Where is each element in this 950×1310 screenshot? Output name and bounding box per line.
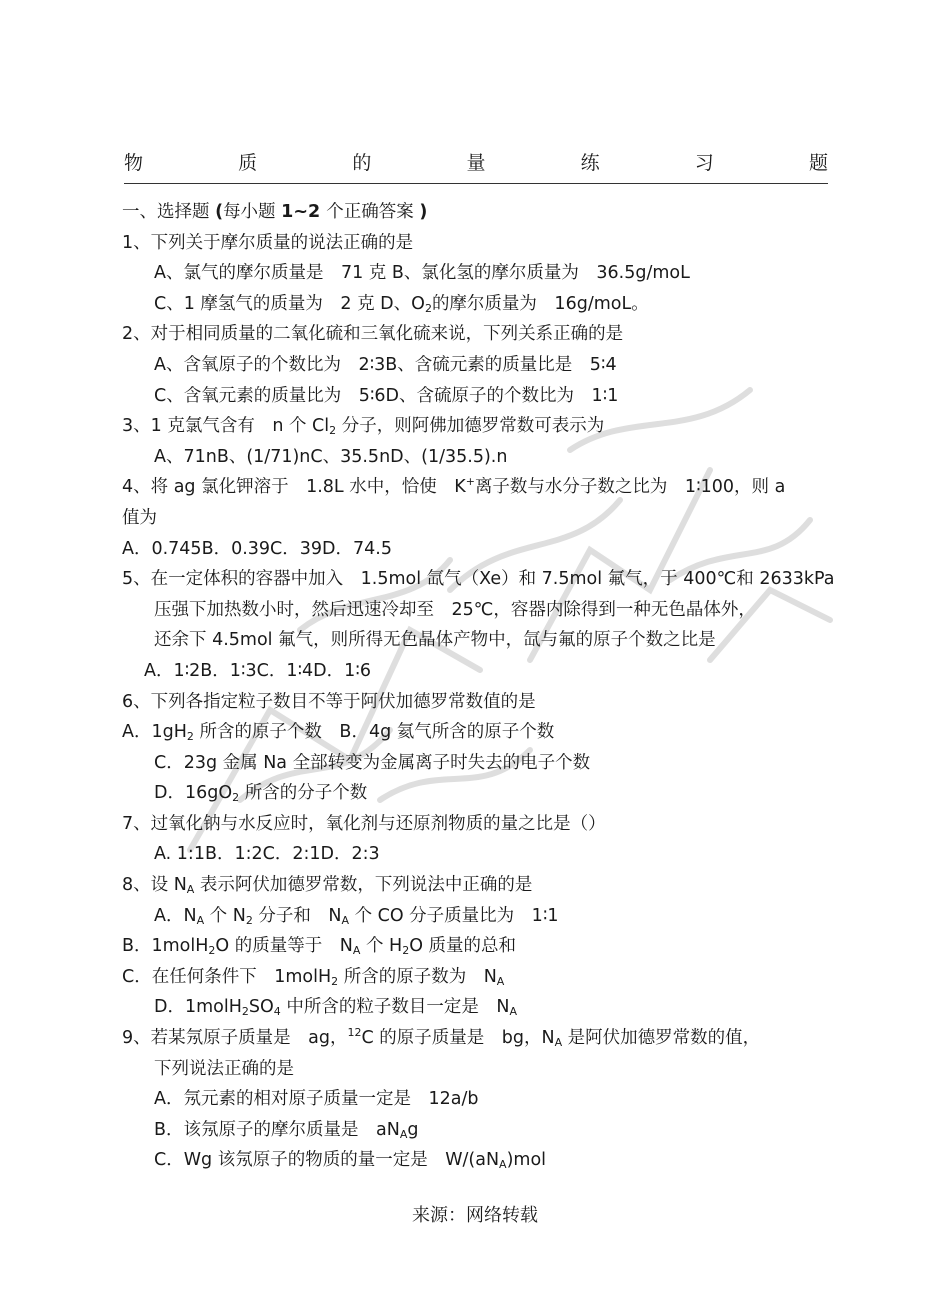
question-9-stem-continued: 下列说法正确的是 bbox=[154, 1058, 294, 1079]
question-9-option-c: C．Wg 该氖原子的物质的量一定是 $W/(aN_A)mol$ bbox=[154, 1150, 547, 1172]
question-6-options-ab: A．$1gH_2$ 所含的原子个数 B．4g 氦气所含的原子个数 bbox=[122, 722, 555, 744]
question-5-options: A．1∶2B．1∶3C．1∶4D．1∶6 bbox=[144, 660, 371, 681]
question-3-options: A、71nB、(1/71)nC、35.5nD、(1/35.5).n bbox=[154, 446, 508, 467]
question-list bbox=[122, 197, 834, 1176]
question-9-option-a: A．氖元素的相对原子质量一定是 12a/b bbox=[154, 1089, 479, 1110]
question-8-option-c: C．在任何条件下 1molH$_2$ 所含的原子数为 $N_A$ bbox=[122, 966, 505, 988]
question-4-options: A．0.745B．0.39C．39D．74.5 bbox=[122, 538, 392, 559]
question-8-option-a: A．$N_A$ 个 $N_2$ 分子和 $N_A$ 个 CO 分子质量比为 1∶1 bbox=[154, 905, 559, 927]
question-2-stem: 2、对于相同质量的二氧化硫和三氧化硫来说，下列关系正确的是 bbox=[122, 324, 624, 345]
question-8-stem: 8、设 $N_A$ 表示阿伏加德罗常数，下列说法中正确的是 bbox=[122, 875, 533, 897]
question-1-options-ab: A、氯气的摩尔质量是 71 克 B、氯化氢的摩尔质量为 36.5g/moL bbox=[154, 263, 690, 284]
question-1-stem: 1、下列关于摩尔质量的说法正确的是 bbox=[122, 232, 414, 253]
question-2-options-ab: A、含氧原子的个数比为 2∶3B、含硫元素的质量比是 5∶4 bbox=[154, 354, 617, 375]
question-4-stem: 4、将 ag 氯化钾溶于 1.8L 水中，恰使 K+离子数与水分子数之比为 1∶100，则 a bbox=[122, 475, 786, 498]
source-footer: 来源：网络转载 bbox=[412, 1205, 538, 1226]
question-8-option-d: D．$1molH_2SO_4$ 中所含的粒子数目一定是 $N_A$ bbox=[154, 997, 517, 1019]
question-5-stem: 5、在一定体积的容器中加入 1.5mol 氙气（Xe）和 7.5mol 氟气，于 400℃和 2633kPa bbox=[122, 569, 835, 590]
question-7-options: A. 1:1B．1:2C．2:1D．2:3 bbox=[154, 844, 380, 865]
question-6-stem: 6、下列各指定粒子数目不等于阿伏加德罗常数值的是 bbox=[122, 691, 536, 712]
page-title bbox=[124, 148, 828, 184]
question-9-stem: 9、若某氖原子质量是 ag，$^{12}$C 的原子质量是 bg，$N_A$ 是阿伏加德罗常数的值， bbox=[122, 1026, 761, 1050]
question-5-stem-line2: 压强下加热数小时，然后迅速冷却至 25℃，容器内除得到一种无色晶体外， bbox=[154, 599, 756, 620]
title-char: 练 bbox=[580, 152, 600, 174]
question-4-stem-continued: 值为 bbox=[122, 507, 157, 528]
section-heading: 一、选择题 (每小题 1~2 个正确答案 ) bbox=[122, 202, 428, 222]
question-7-stem: 7、过氧化钠与水反应时，氧化剂与还原剂物质的量之比是（） bbox=[122, 813, 606, 834]
question-3-stem: 3、1 克氯气含有 n 个 $Cl_2$ 分子，则阿佛加德罗常数可表示为 bbox=[122, 416, 605, 438]
title-char: 题 bbox=[808, 152, 828, 174]
question-5-stem-line3: 还余下 4.5mol 氟气，则所得无色晶体产物中，氙与氟的原子个数之比是 bbox=[154, 630, 716, 651]
title-char: 习 bbox=[694, 152, 714, 174]
question-2-options-cd: C、含氧元素的质量比为 5∶6D、含硫原子的个数比为 1∶1 bbox=[154, 385, 619, 406]
question-6-option-d: D．$16gO_2$ 所含的分子个数 bbox=[154, 783, 368, 805]
title-char: 的 bbox=[352, 152, 372, 174]
question-9-option-b: B．该氖原子的摩尔质量是 $aN_Ag$ bbox=[154, 1119, 419, 1141]
title-char: 量 bbox=[466, 152, 486, 174]
title-char: 物 bbox=[124, 152, 144, 174]
title-char: 质 bbox=[238, 152, 258, 174]
question-6-option-c: C．23g 金属 Na 全部转变为金属离子时失去的电子个数 bbox=[154, 752, 591, 773]
question-8-option-b: B．1molH$_2$O 的质量等于 $N_A$ 个 $H_2O$ 质量的总和 bbox=[122, 936, 517, 958]
question-1-options-cd: C、1 摩氢气的质量为 2 克 D、$O_2$的摩尔质量为 16g/moL。 bbox=[154, 293, 649, 315]
